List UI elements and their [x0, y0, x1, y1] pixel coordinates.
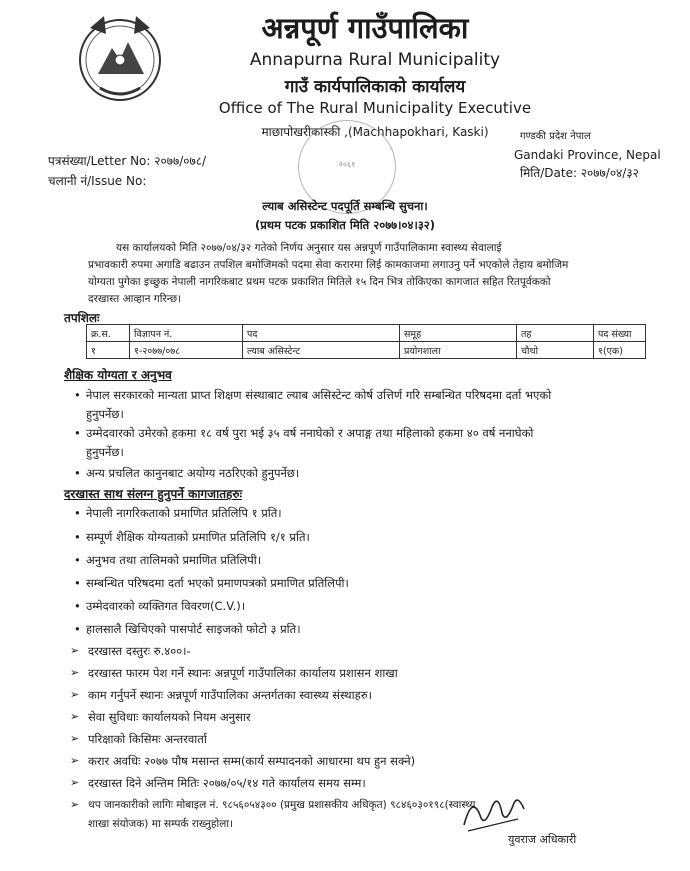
col-advertisement-no: विज्ञापन नं. — [130, 325, 243, 342]
vacancy-table — [86, 324, 646, 359]
detail-item — [70, 754, 416, 769]
bullet-icon: • — [74, 530, 81, 544]
notice-subtitle: (प्रथम पटक प्रकाशित मिति २०७७।०४।३२) — [254, 218, 436, 232]
qualification-item — [74, 424, 656, 462]
table-cell: १ — [87, 342, 130, 359]
qualification-text: हुनुपर्नेछ। — [86, 445, 124, 459]
issue-number: चलानी नं/Issue No: — [48, 174, 147, 188]
bullet-icon: • — [74, 576, 81, 590]
detail-text: दरखास्त दिने अन्तिम मितिः २०७७/०५/१४ गते कार्यालय समय सम्म। — [88, 776, 366, 790]
bullet-icon: • — [74, 466, 81, 480]
qualification-text: उम्मेदवारको उमेरको हकमा १८ वर्ष पुरा भई ३५ वर्ष ननाघेको र अपाङ्ग तथा महिलाको हकमा ४० वर्ष ननाघेको — [86, 426, 534, 440]
body-line: प्रभावकारी रुपमा अगाडि बढाउन तपशिल बमोजिमको पदमा सेवा करारमा लिई कामकाजमा लगाउनु पर्ने भएकोले तेहाय बमोजिम — [88, 259, 569, 271]
document-text: अनुभव तथा तालिमको प्रमाणित प्रतिलिपी। — [86, 553, 262, 567]
contact-text: थप जानकारीको लागिः मोबाइल नं. ९८५६०५४३०० (प्रमुख प्रशासकीय अधिकृत) ९८४६०३०१९८(स्वास्थ्य — [88, 799, 476, 811]
document-item — [74, 528, 656, 547]
qualification-item — [74, 386, 656, 424]
detail-item — [70, 710, 251, 725]
document-item — [74, 504, 656, 523]
col-group: समूह — [400, 325, 517, 342]
qualification-text: अन्य प्रचलित कानुनबाट अयोग्य नठरिएको हुनुपर्नेछ। — [86, 466, 300, 480]
contact-text: शाखा संयोजक) मा सम्पर्क राख्नुहोला। — [88, 818, 234, 830]
bullet-icon: • — [74, 622, 81, 636]
signatory-name: युवराज अधिकारी — [508, 833, 577, 846]
arrow-icon: ➢ — [70, 666, 80, 679]
letter-date: मिति/Date: २०७७/०४/३२ — [520, 166, 639, 180]
arrow-icon: ➢ — [70, 776, 80, 789]
table-cell: चौथो — [517, 342, 594, 359]
document-text: सम्बन्धित परिषदमा दर्ता भएको प्रमाणपत्रको प्रमाणित प्रतिलिपी। — [86, 576, 349, 590]
municipality-name-nepali: अन्नपूर्ण गाउँपालिका — [261, 11, 469, 45]
detail-item — [70, 666, 398, 681]
notice-title: ल्याब असिस्टेन्ट पदपूर्ति सम्बन्धि सुचना। — [262, 199, 428, 213]
body-line: यस कार्यालयको मिति २०७७/०४/३२ गतेको निर्णय अनुसार यस अन्नपूर्ण गाउँपालिकामा स्वास्थ्य सेवालाई — [116, 242, 502, 254]
detail-text: सेवा सुविधाः कार्यालयको नियम अनुसार — [88, 710, 251, 724]
arrow-icon: ➢ — [70, 732, 80, 745]
detail-item — [70, 688, 372, 703]
contact-item — [70, 798, 476, 831]
detail-item — [70, 776, 366, 791]
col-post: पद — [243, 325, 400, 342]
detail-item — [70, 644, 191, 659]
document-text: नेपाली नागरिकताको प्रमाणित प्रतिलिपि १ प्रति। — [86, 506, 282, 520]
office-address: माछापोखरीकास्की ,(Machhapokhari, Kaski) — [261, 125, 489, 139]
signature-icon — [458, 785, 530, 835]
detail-text: परिक्षाको किसिमः अन्तरवार्ता — [88, 732, 207, 746]
detail-text: करार अवधिः २०७७ पौष मसान्त सम्म(कार्य सम्पादनको आधारमा थप हुन सक्ने) — [88, 754, 416, 768]
arrow-icon: ➢ — [70, 710, 80, 723]
document-text: हालसालै खिचिएको पासपोर्ट साइजको फोटो ३ प्रति। — [86, 622, 301, 636]
body-line: दरखास्त आव्हान गरिन्छ। — [88, 293, 182, 305]
detail-item — [70, 732, 207, 747]
bullet-icon: • — [74, 506, 81, 520]
letter-number: पत्रसंख्या/Letter No: २०७७/०७८/ — [48, 154, 207, 168]
stamp-year: २०६१ — [338, 160, 356, 169]
notice-body — [88, 240, 644, 308]
document-text: सम्पूर्ण शैक्षिक योग्यताको प्रमाणित प्रतिलिपि १/१ प्रति। — [86, 530, 310, 544]
qualification-text: नेपाल सरकारको मान्यता प्राप्त शिक्षण संस्थाबाट ल्याब असिस्टेन्ट कोर्ष उत्तिर्ण गरि सम्बन्धित परिषदमा दर्ता भएको — [86, 388, 552, 402]
qualification-heading: शैक्षिक योग्यता र अनुभव — [64, 368, 172, 382]
bullet-icon: • — [74, 599, 81, 613]
body-line: योग्यता पुगेका इच्छुक नेपाली नागरिकबाट प्रथम पटक प्रकाशित मितिले १५ दिन भित्र तोकिएका कागजात सहित रितपूर्वकको — [88, 276, 551, 288]
documents-heading: दरखास्त साथ संलग्न हुनुपर्ने कागजातहरुः — [64, 487, 243, 501]
table-cell: प्रयोगशाला — [400, 342, 517, 359]
table-row — [87, 342, 646, 359]
table-cell: १-२०७७/०७८ — [130, 342, 243, 359]
table-cell: ल्याब असिस्टेन्ट — [243, 342, 400, 359]
arrow-icon: ➢ — [70, 644, 80, 657]
table-heading: तपशिलः — [64, 311, 100, 325]
office-name-english: Office of The Rural Municipality Executive — [218, 99, 532, 117]
document-item — [74, 551, 656, 570]
col-post-count: पद संख्या — [594, 325, 646, 342]
document-text: उम्मेदवारको व्यक्तिगत विवरण(C.V.)। — [86, 599, 246, 613]
bullet-icon: • — [74, 553, 81, 567]
arrow-icon: ➢ — [70, 798, 80, 811]
detail-text: काम गर्नुपर्ने स्थानः अन्नपूर्ण गाउँपालिका अन्तर्गतका स्वास्थ्य संस्थाहरु। — [88, 688, 372, 702]
document-item — [74, 574, 656, 593]
document-item — [74, 597, 656, 616]
qualification-item — [74, 464, 656, 483]
office-name-nepali: गाउँ कार्यपालिकाको कार्यालय — [284, 77, 466, 97]
arrow-icon: ➢ — [70, 688, 80, 701]
col-level: तह — [517, 325, 594, 342]
province-nepali: गण्डकी प्रदेश नेपाल — [520, 131, 591, 142]
col-serial: क्र.स. — [87, 325, 130, 342]
qualification-text: हुनुपर्नेछ। — [86, 407, 124, 421]
detail-text: दरखास्त फारम पेश गर्ने स्थानः अन्नपूर्ण गाउँपालिका कार्यालय प्रशासन शाखा — [88, 666, 398, 680]
bullet-icon: • — [74, 426, 81, 440]
arrow-icon: ➢ — [70, 754, 80, 767]
bullet-icon: • — [74, 388, 81, 402]
detail-text: दरखास्त दस्तुरः रु.४००।- — [88, 644, 191, 658]
document-item — [74, 620, 656, 639]
municipality-name-english: Annapurna Rural Municipality — [249, 50, 501, 70]
table-cell: १(एक) — [594, 342, 646, 359]
province-english: Gandaki Province, Nepal — [514, 148, 661, 162]
table-header-row — [87, 325, 646, 342]
